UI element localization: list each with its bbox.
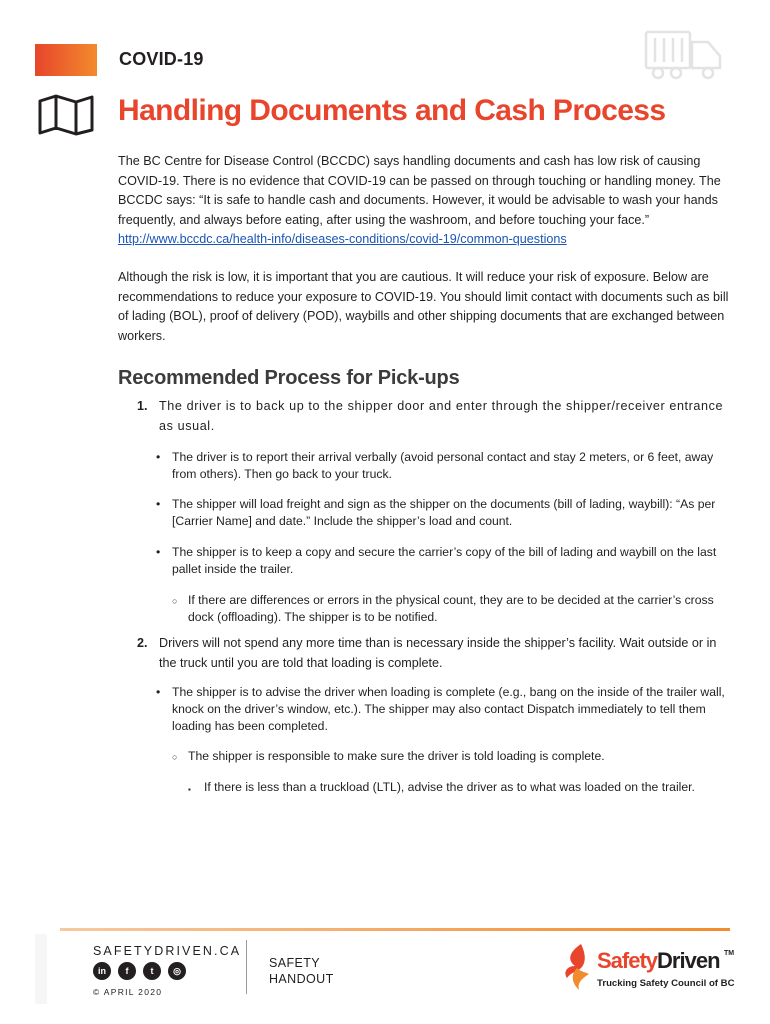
handout-line-1: SAFETY — [269, 956, 321, 970]
brand-part-2: Driven — [657, 948, 720, 973]
bullet-marker: • — [156, 497, 161, 511]
bullet-text: The shipper is to keep a copy and secure the carrier’s copy of the bill of lading and waybill on the last pallet inside the trailer. — [172, 545, 717, 576]
bullet-marker: • — [156, 685, 161, 699]
bullet-text: The driver is to report their arrival verbally (avoid personal contact and stay 2 meters, or 6 feet, away from others). Then go back to your truck. — [172, 450, 714, 481]
intro-paragraph-2: Although the risk is low, it is important that you are cautious. It will reduce your risk of exposure. Below are recommendations to reduce your exposure to COVID-19. You should limit contact with documents such as bill of lading (BOL), proof of delivery (POD), waybills and other shipping documents that are exchanged between workers. — [118, 270, 729, 343]
section-label: COVID-19 — [119, 49, 204, 69]
brand-part-1: Safety — [597, 948, 658, 973]
bullet-marker: • — [156, 545, 161, 559]
facebook-icon[interactable]: f — [118, 962, 136, 980]
linkedin-icon[interactable]: in — [93, 962, 111, 980]
intro-paragraph-1 — [118, 152, 730, 250]
safetydriven-flame-icon — [561, 942, 593, 992]
process-heading: Recommended Process for Pick-ups — [118, 367, 460, 389]
sub-bullet-text: If there are differences or errors in the physical count, they are to be decided at the carrier’s cross dock (offloading). The shipper is to be notified. — [188, 593, 714, 624]
footer-side-bar — [35, 934, 47, 1004]
social-links — [93, 962, 186, 980]
trademark: TM — [724, 950, 735, 957]
page-title: Handling Documents and Cash Process — [118, 94, 666, 127]
publication-date: © APRIL 2020 — [93, 987, 163, 997]
bccdc-link[interactable]: http://www.bccdc.ca/health-info/diseases-conditions/covid-19/common-questions — [118, 232, 567, 246]
square-bullet-marker: ▪ — [188, 785, 191, 794]
brand-logo — [597, 948, 720, 974]
step-number: 1. — [137, 399, 148, 413]
footer-divider — [60, 928, 730, 931]
handout-label — [269, 955, 334, 987]
sub-bullet-marker: ○ — [172, 752, 178, 762]
twitter-icon[interactable]: t — [143, 962, 161, 980]
header-accent-bar — [35, 44, 97, 76]
bullet-text: The shipper will load freight and sign as the shipper on the documents (bill of lading, waybill): “As per [Carrier Name] and date.” Include the shipper’s load and count. — [172, 497, 716, 528]
bullet-marker: • — [156, 450, 161, 464]
step-text: Drivers will not spend any more time than is necessary inside the shipper’s facility. Wait outside or in the truck until you are told that loading is complete. — [159, 636, 717, 670]
website-label: SAFETYDRIVEN.CA — [93, 944, 242, 958]
map-icon — [38, 94, 94, 136]
sub-bullet-marker: ○ — [172, 596, 178, 606]
sub-bullet-text: The shipper is responsible to make sure the driver is told loading is complete. — [188, 749, 605, 763]
brand-tagline: Trucking Safety Council of BC — [597, 978, 735, 989]
handout-line-2: HANDOUT — [269, 972, 334, 986]
step-text: The driver is to back up to the shipper door and enter through the shipper/receiver entrance as usual. — [159, 399, 724, 433]
footer-vertical-divider — [246, 940, 247, 994]
sub-sub-bullet-text: If there is less than a truckload (LTL), advise the driver as to what was loaded on the trailer. — [204, 780, 695, 794]
step-number: 2. — [137, 636, 148, 650]
bullet-text: The shipper is to advise the driver when loading is complete (e.g., bang on the inside of the trailer wall, knock on the driver’s window, etc.). The shipper may also contact Dispatch immediately to tell them loading has been completed. — [172, 685, 725, 733]
intro-text: The BC Centre for Disease Control (BCCDC) says handling documents and cash has low risk of causing COVID-19. There is no evidence that COVID-19 can be passed on through touching or handling money. The BCCDC says: “It is safe to handle cash and documents. However, it would be advisable to wash your hands frequently, and always before eating, after using the washroom, and before touching your face.” — [118, 154, 721, 227]
instagram-icon[interactable]: ◎ — [168, 962, 186, 980]
truck-icon — [642, 26, 728, 84]
